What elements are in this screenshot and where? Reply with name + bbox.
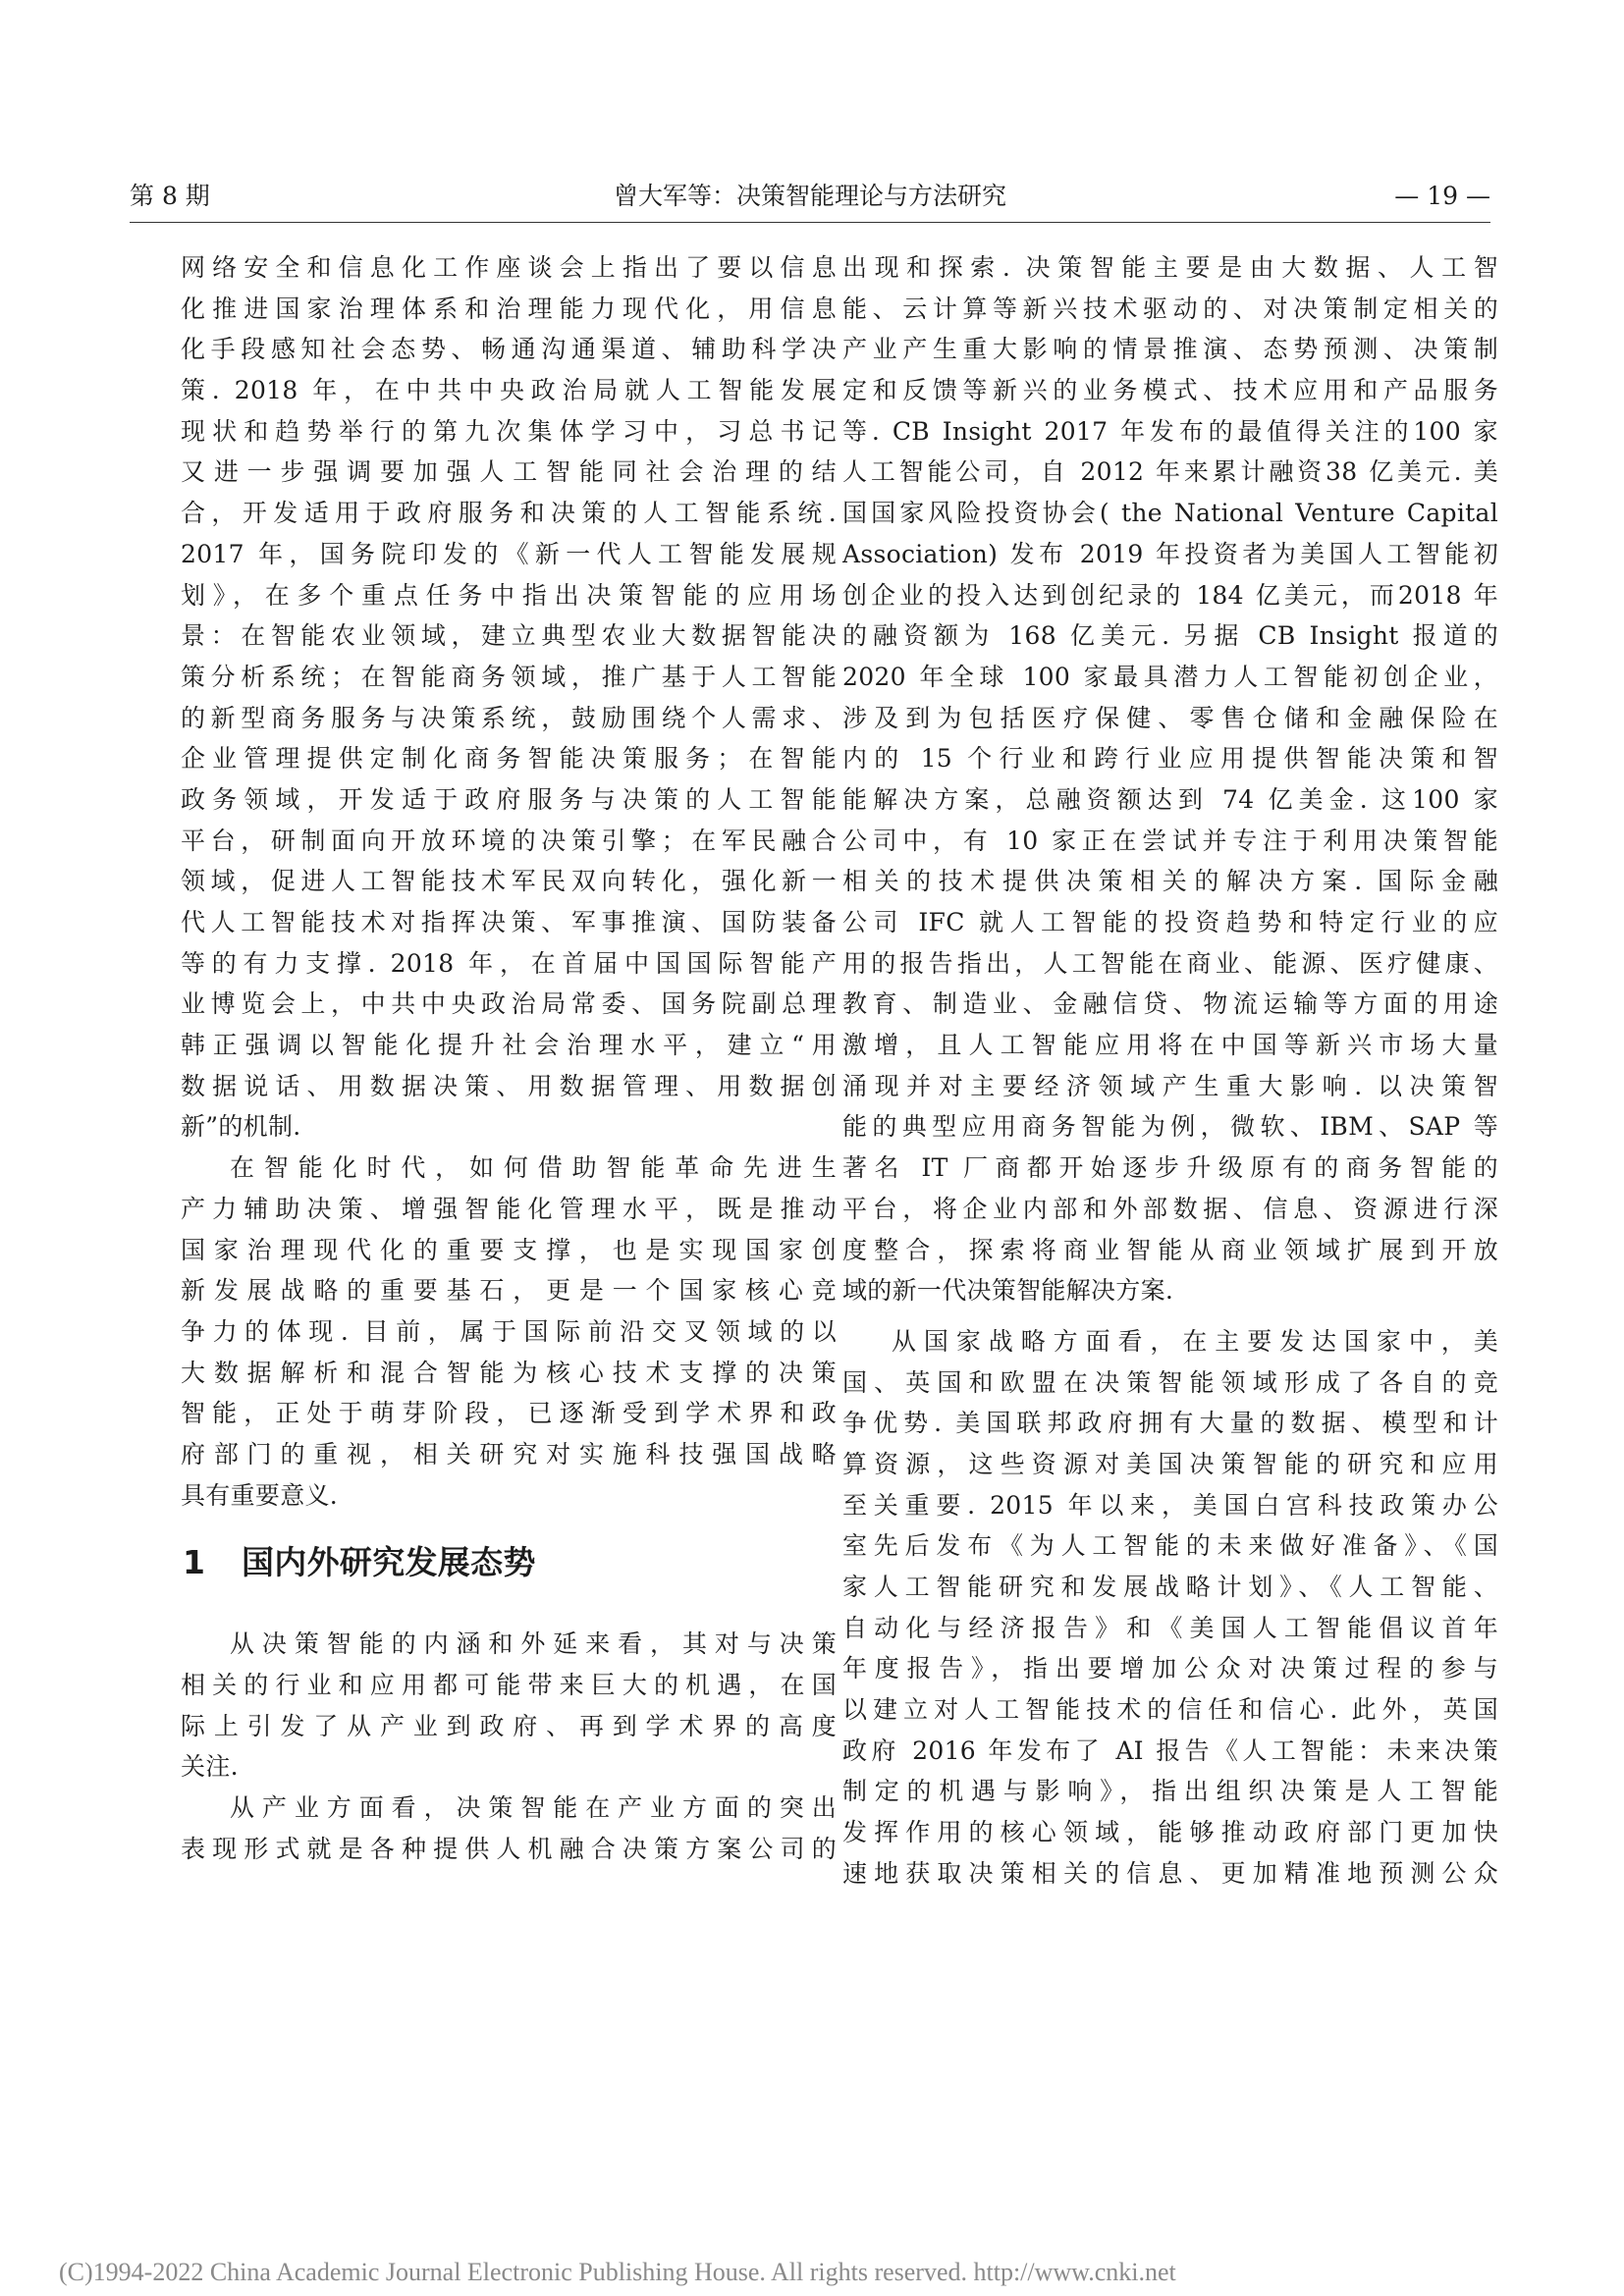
text-line: 算资源，这些资源对美国决策智能的研究和应用 — [842, 1449, 1498, 1478]
text-line: 出现和探索. 决策智能主要是由大数据、人工智 — [842, 253, 1498, 282]
text-line: 度整合，探索将商业智能从商业领域扩展到开放 — [842, 1235, 1498, 1264]
text-line: 发挥作用的核心领域，能够推动政府部门更加快 — [842, 1818, 1498, 1847]
text-line: 化手段感知社会态势、畅通沟通渠道、辅助科学决 — [181, 335, 837, 364]
text-line: 代人工智能技术对指挥决策、军事推演、国防装备 — [181, 908, 837, 936]
text-line: 平台，研制面向开放环境的决策引擎；在军民融合 — [181, 826, 837, 855]
text-line: 大数据解析和混合智能为核心技术支撑的决策 — [181, 1358, 837, 1387]
text-line: 2020 年全球 100 家最具潜力人工智能初创企业， — [842, 662, 1498, 691]
paragraph — [181, 1624, 837, 1788]
text-line: 政务领域，开发适于政府服务与决策的人工智能 — [181, 784, 837, 814]
text-line: 从产业方面看，决策智能在产业方面的突出 — [230, 1793, 837, 1823]
text-line: 域的新一代决策智能解决方案. — [842, 1276, 1174, 1306]
text-line: 内的 15 个行业和跨行业应用提供智能决策和智 — [842, 744, 1498, 774]
text-line: 新发展战略的重要基石，更是一个国家核心竞 — [181, 1276, 837, 1306]
text-line: 相关的行业和应用都可能带来巨大的机遇，在国 — [181, 1671, 837, 1699]
text-line: 能的典型应用商务智能为例，微软、IBM、SAP 等 — [842, 1112, 1498, 1142]
text-line: 表现形式就是各种提供人机融合决策方案公司的 — [181, 1834, 837, 1863]
text-line: 涉及到为包括医疗保健、零售仓储和金融保险在 — [842, 703, 1498, 732]
right-column — [842, 247, 1498, 1895]
paragraph-gap — [842, 1311, 1498, 1321]
section-heading — [181, 1535, 837, 1590]
text-line: 能解决方案，总融资额达到 74 亿美金. 这100 家 — [842, 784, 1498, 814]
text-line: 合，开发适用于政府服务和决策的人工智能系统. — [181, 499, 837, 528]
text-line: 从决策智能的内涵和外延来看，其对与决策 — [230, 1629, 837, 1659]
text-line: 创企业的投入达到创纪录的 184 亿美元，而2018 年 — [842, 580, 1498, 610]
text-line: 人工智能公司，自 2012 年来累计融资38 亿美元. 美 — [842, 457, 1498, 487]
text-line: 定和反馈等新兴的业务模式、技术应用和产品服务 — [842, 376, 1498, 405]
text-line: 智能，正处于萌芽阶段，已逐渐受到学术界和政 — [181, 1399, 837, 1428]
text-line: 制定的机遇与影响》，指出组织决策是人工智能 — [842, 1777, 1498, 1806]
text-line: 相关的技术提供决策相关的解决方案. 国际金融 — [842, 867, 1498, 896]
text-line: 平台，将企业内部和外部数据、信息、资源进行深 — [842, 1194, 1498, 1223]
text-line: 能、云计算等新兴技术驱动的、对决策制定相关的 — [842, 294, 1498, 323]
text-line: 涌现并对主要经济领域产生重大影响. 以决策智 — [842, 1071, 1498, 1100]
text-line: 公司中，有 10 家正在尝试并专注于利用决策智能 — [842, 826, 1498, 855]
text-line: 策分析系统；在智能商务领域，推广基于人工智能 — [181, 662, 837, 691]
text-line: 数据说话、用数据决策、用数据管理、用数据创 — [181, 1071, 837, 1100]
text-line: 至关重要. 2015 年以来，美国白宫科技政策办公 — [842, 1490, 1498, 1520]
left-column — [181, 247, 837, 1869]
text-line: 府部门的重视，相关研究对实施科技强国战略 — [181, 1439, 837, 1468]
text-line: 激增，且人工智能应用将在中国等新兴市场大量 — [842, 1031, 1498, 1060]
text-line: 领域，促进人工智能技术军民双向转化，强化新一 — [181, 867, 837, 896]
running-title: 曾大军等：决策智能理论与方法研究 — [613, 182, 1006, 210]
text-line: 关注. — [181, 1752, 239, 1782]
section-title: 国内外研究发展态势 — [242, 1543, 536, 1582]
text-line: 争优势. 美国联邦政府拥有大量的数据、模型和计 — [842, 1409, 1498, 1438]
paragraph — [842, 247, 1498, 1311]
text-line: 2017 年，国务院印发的《新一代人工智能发展规 — [181, 539, 837, 568]
copyright-footer: (C)1994-2022 China Academic Journal Electronic Publishing House. All rights reserved. http://www.cnki.net — [59, 2258, 1176, 2286]
text-line: 划》，在多个重点任务中指出决策智能的应用场 — [181, 580, 837, 610]
text-line: 企业管理提供定制化商务智能决策服务；在智能 — [181, 744, 837, 774]
text-line: 等. CB Insight 2017 年发布的最值得关注的100 家 — [842, 416, 1498, 446]
text-line: 公司 IFC 就人工智能的投资趋势和特定行业的应 — [842, 908, 1498, 936]
text-line: 业博览会上，中共中央政治局常委、国务院副总理 — [181, 989, 837, 1019]
text-line: 网络安全和信息化工作座谈会上指出了要以信息 — [181, 253, 837, 282]
paragraph — [842, 1321, 1498, 1895]
text-line: 又进一步强调要加强人工智能同社会治理的结 — [181, 457, 837, 487]
paragraph — [181, 1148, 837, 1516]
text-line: 景：在智能农业领域，建立典型农业大数据智能决 — [181, 621, 837, 651]
text-line: 的新型商务服务与决策系统，鼓励围绕个人需求、 — [181, 703, 837, 732]
text-line: 教育、制造业、金融信贷、物流运输等方面的用途 — [842, 989, 1498, 1019]
text-line: 具有重要意义. — [181, 1480, 339, 1510]
text-line: 国国家风险投资协会( the National Venture Capital — [842, 499, 1498, 528]
paragraph — [181, 1788, 837, 1869]
text-line: 室先后发布《为人工智能的未来做好准备》、《国 — [842, 1531, 1498, 1561]
text-line: 化推进国家治理体系和治理能力现代化，用信息 — [181, 294, 837, 323]
text-line: 以建立对人工智能技术的信任和信心. 此外，英国 — [842, 1695, 1498, 1725]
header-divider — [130, 222, 1490, 223]
text-line: 在智能化时代，如何借助智能革命先进生 — [230, 1153, 837, 1183]
text-line: 家人工智能研究和发展战略计划》、《人工智能、 — [842, 1573, 1498, 1601]
text-line: 从国家战略方面看，在主要发达国家中，美 — [892, 1326, 1498, 1356]
text-line: 争力的体现. 目前，属于国际前沿交叉领域的以 — [181, 1316, 837, 1346]
issue-label: 第 8 期 — [130, 182, 210, 210]
section-number: 1 — [183, 1543, 206, 1582]
text-line: 自动化与经济报告》和《美国人工智能倡议首年 — [842, 1613, 1498, 1642]
text-line: 韩正强调以智能化提升社会治理水平，建立“用 — [181, 1031, 837, 1060]
text-line: 用的报告指出，人工智能在商业、能源、医疗健康、 — [842, 948, 1498, 978]
running-header — [130, 177, 1490, 216]
text-line: 等的有力支撑. 2018 年，在首届中国国际智能产 — [181, 948, 837, 978]
text-line: 现状和趋势举行的第九次集体学习中，习总书记 — [181, 416, 837, 446]
text-line: 著名 IT 厂商都开始逐步升级原有的商务智能的 — [842, 1153, 1498, 1183]
text-line: 新”的机制. — [181, 1112, 301, 1142]
text-line: 的融资额为 168 亿美元. 另据 CB Insight 报道的 — [842, 621, 1498, 651]
text-line: 际上引发了从产业到政府、再到学术界的高度 — [181, 1711, 837, 1740]
text-line: Association) 发布 2019 年投资者为美国人工智能初 — [842, 539, 1498, 568]
paragraph — [181, 247, 837, 1148]
text-line: 国、英国和欧盟在决策智能领域形成了各自的竞 — [842, 1367, 1498, 1397]
text-line: 产业产生重大影响的情景推演、态势预测、决策制 — [842, 335, 1498, 364]
text-line: 国家治理现代化的重要支撑，也是实现国家创 — [181, 1235, 837, 1264]
text-line: 政府 2016 年发布了 AI 报告《人工智能：未来决策 — [842, 1735, 1498, 1765]
text-line: 策. 2018 年，在中共中央政治局就人工智能发展 — [181, 376, 837, 405]
text-line: 产力辅助决策、增强智能化管理水平，既是推动 — [181, 1194, 837, 1223]
text-line: 年度报告》，指出要增加公众对决策过程的参与 — [842, 1654, 1498, 1683]
text-line: 速地获取决策相关的信息、更加精准地预测公众 — [842, 1858, 1498, 1888]
page-number: — 19 — — [1394, 182, 1490, 210]
